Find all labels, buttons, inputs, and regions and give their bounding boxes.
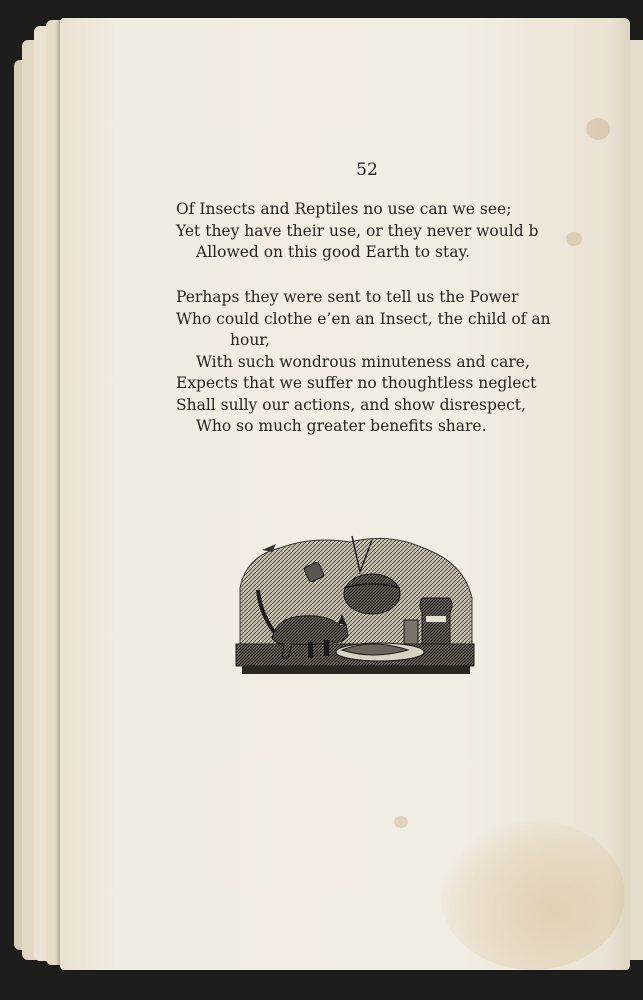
poem-line: Shall sully our actions, and show disrespect,	[176, 395, 526, 414]
poem-line: With such wondrous minuteness and care,	[196, 352, 530, 371]
water-stain	[440, 820, 625, 970]
page-number: 52	[356, 160, 378, 180]
poem-line: Expects that we suffer no thoughtless neglect	[176, 374, 537, 392]
poem-line: hour,	[230, 331, 270, 349]
foxing-spot	[586, 118, 610, 140]
poem-line: Yet they have their use, or they never would b	[176, 221, 539, 240]
poem-line: Of Insects and Reptiles no use can we see;	[176, 200, 512, 218]
woodcut-cat-eating-fish-icon	[232, 528, 478, 693]
poem-stanza	[176, 287, 551, 438]
poem-stanza	[176, 199, 538, 264]
poem-line: Perhaps they were sent to tell us the Power	[176, 288, 519, 306]
poem-line: Allowed on this good Earth to stay.	[196, 243, 471, 261]
poem-line: Who could clothe e’en an Insect, the child of an	[176, 309, 551, 328]
foxing-spot	[566, 232, 582, 246]
foxing-spot	[394, 816, 408, 828]
poem-line: Who so much greater benefits share.	[196, 417, 487, 435]
